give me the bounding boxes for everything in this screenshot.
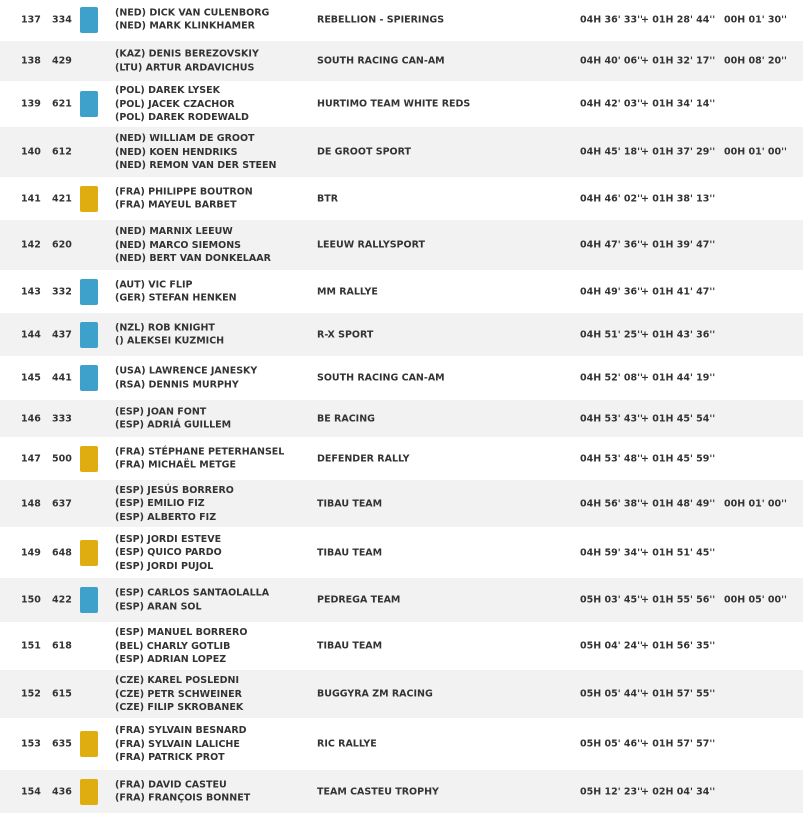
- crew-member[interactable]: (FRA) PHILIPPE BOUTRON: [115, 186, 253, 197]
- stage-time-cell: 04H 59' 34'': [580, 547, 643, 558]
- bib-number-cell: 437: [52, 329, 72, 340]
- position-cell: 138: [21, 55, 41, 67]
- crew-member[interactable]: (CZE) FILIP SKROBANEK: [115, 701, 244, 713]
- time-gap-cell: + 01H 45' 54'': [641, 413, 716, 424]
- stage-time-cell: 05H 05' 44'': [580, 688, 643, 700]
- blue-category-badge: [80, 322, 98, 348]
- penalty-cell: 00H 08' 20'': [724, 55, 787, 67]
- stage-time-cell: 04H 53' 48'': [580, 453, 643, 464]
- position-cell: 151: [21, 640, 41, 652]
- table-row[interactable]: [0, 220, 803, 270]
- blue-category-badge: [80, 91, 98, 117]
- position-cell: 145: [21, 372, 41, 384]
- team-cell: DE GROOT SPORT: [317, 146, 411, 158]
- crew-member[interactable]: (NED) WILLIAM DE GROOT: [115, 132, 255, 144]
- bib-number-cell: 615: [52, 688, 72, 700]
- crew-cell: [115, 6, 269, 33]
- table-row[interactable]: [0, 622, 803, 670]
- crew-member[interactable]: (ESP) JORDI PUJOL: [115, 560, 214, 572]
- crew-member[interactable]: (FRA) DAVID CASTEU: [115, 779, 227, 790]
- table-row[interactable]: [0, 437, 803, 480]
- crew-cell: [115, 132, 276, 173]
- crew-cell: [115, 778, 250, 805]
- crew-cell: [115, 84, 249, 125]
- position-cell: 144: [21, 329, 41, 340]
- stage-time-cell: 05H 05' 46'': [580, 738, 643, 750]
- time-gap-cell: + 01H 43' 36'': [641, 329, 716, 340]
- crew-member[interactable]: (NED) MARNIX LEEUW: [115, 225, 233, 237]
- team-cell: BUGGYRA ZM RACING: [317, 688, 433, 700]
- crew-cell: [115, 405, 231, 432]
- stage-time-cell: 04H 51' 25'': [580, 329, 643, 340]
- crew-cell: [115, 278, 237, 305]
- team-cell: TIBAU TEAM: [317, 498, 383, 509]
- crew-member[interactable]: (RSA) DENNIS MURPHY: [115, 379, 239, 390]
- crew-cell: [115, 321, 224, 348]
- bib-number-cell: 421: [52, 193, 72, 204]
- time-gap-cell: + 01H 48' 49'': [641, 498, 716, 509]
- crew-member[interactable]: (KAZ) DENIS BEREZOVSKIY: [115, 48, 259, 60]
- team-cell: REBELLION - SPIERINGS: [317, 14, 445, 25]
- crew-member[interactable]: (POL) DAREK RODEWALD: [115, 111, 249, 123]
- gold-category-badge: [80, 540, 98, 566]
- blue-category-badge: [80, 279, 98, 305]
- crew-member[interactable]: (GER) STEFAN HENKEN: [115, 292, 237, 304]
- crew-member[interactable]: (NED) BERT VAN DONKELAAR: [115, 252, 271, 264]
- crew-member[interactable]: (ESP) JORDI ESTEVE: [115, 533, 222, 545]
- position-cell: 153: [21, 738, 41, 750]
- time-gap-cell: + 01H 57' 55'': [641, 688, 716, 700]
- position-cell: 148: [21, 498, 41, 509]
- table-row[interactable]: [0, 127, 803, 177]
- gold-category-badge: [80, 731, 98, 757]
- bib-number-cell: 429: [52, 55, 72, 67]
- crew-cell: [115, 48, 259, 75]
- table-row[interactable]: [0, 270, 803, 313]
- crew-cell: [115, 626, 247, 667]
- table-row[interactable]: [0, 177, 803, 220]
- team-cell: LEEUW RALLYSPORT: [317, 239, 425, 251]
- bib-number-cell: 648: [52, 547, 72, 558]
- crew-member[interactable]: (ESP) JESÚS BORRERO: [115, 484, 234, 496]
- team-cell: HURTIMO TEAM WHITE REDS: [317, 98, 471, 110]
- stage-time-cell: 04H 47' 36'': [580, 239, 643, 251]
- crew-member[interactable]: (CZE) PETR SCHWEINER: [115, 688, 242, 700]
- time-gap-cell: + 01H 44' 19'': [641, 372, 716, 384]
- crew-cell: [115, 445, 284, 472]
- team-cell: MM RALLYE: [317, 286, 378, 297]
- blue-category-badge: [80, 7, 98, 33]
- crew-member[interactable]: (NED) DICK VAN CULENBORG: [115, 7, 270, 18]
- team-cell: TEAM CASTEU TROPHY: [317, 786, 439, 797]
- table-row[interactable]: [0, 356, 803, 400]
- team-cell: BTR: [317, 193, 339, 204]
- position-cell: 152: [21, 688, 41, 700]
- table-row[interactable]: [0, 41, 803, 81]
- time-gap-cell: + 01H 51' 45'': [641, 547, 716, 558]
- crew-cell: [115, 532, 222, 573]
- team-cell: TIBAU TEAM: [317, 547, 383, 558]
- table-row[interactable]: [0, 527, 803, 578]
- crew-member[interactable]: (AUT) VIC FLIP: [115, 279, 193, 290]
- table-row[interactable]: [0, 400, 803, 437]
- crew-member[interactable]: (FRA) PATRICK PROT: [115, 751, 225, 763]
- crew-member[interactable]: (CZE) KAREL POSLEDNI: [115, 674, 240, 686]
- team-cell: RIC RALLYE: [317, 738, 377, 750]
- crew-member[interactable]: (NED) REMON VAN DER STEEN: [115, 159, 277, 171]
- crew-cell: [115, 674, 243, 715]
- crew-member[interactable]: (NED) MARK KLINKHAMER: [115, 20, 255, 32]
- stage-time-cell: 04H 45' 18'': [580, 146, 643, 158]
- crew-member[interactable]: (BEL) CHARLY GOTLIB: [115, 640, 231, 652]
- team-cell: DEFENDER RALLY: [317, 453, 410, 464]
- stage-time-cell: 04H 42' 03'': [580, 98, 643, 110]
- bib-number-cell: 422: [52, 594, 72, 606]
- penalty-cell: 00H 05' 00'': [724, 594, 787, 606]
- crew-member[interactable]: () ALEKSEI KUZMICH: [115, 335, 225, 347]
- crew-cell: [115, 724, 247, 765]
- team-cell: R-X SPORT: [317, 329, 374, 340]
- crew-cell: [115, 185, 253, 212]
- crew-member[interactable]: (FRA) SYLVAIN LALICHE: [115, 738, 240, 750]
- table-row[interactable]: [0, 81, 803, 127]
- stage-time-cell: 04H 46' 02'': [580, 193, 643, 204]
- time-gap-cell: + 01H 38' 13'': [641, 193, 716, 204]
- time-gap-cell: + 01H 41' 47'': [641, 286, 716, 297]
- blue-category-badge: [80, 587, 98, 613]
- crew-member[interactable]: (NZL) ROB KNIGHT: [115, 322, 215, 333]
- crew-cell: [115, 587, 269, 614]
- bib-number-cell: 618: [52, 640, 72, 652]
- position-cell: 146: [21, 413, 41, 424]
- crew-member[interactable]: (ESP) ALBERTO FIZ: [115, 511, 217, 523]
- table-row[interactable]: [0, 718, 803, 770]
- blue-category-badge: [80, 365, 98, 391]
- bib-number-cell: 621: [52, 98, 72, 110]
- time-gap-cell: + 01H 39' 47'': [641, 239, 716, 251]
- crew-member[interactable]: (ESP) MANUEL BORRERO: [115, 626, 248, 638]
- table-row[interactable]: [0, 480, 803, 527]
- time-gap-cell: + 01H 37' 29'': [641, 146, 716, 158]
- bib-number-cell: 333: [52, 413, 72, 424]
- crew-member[interactable]: (ESP) CARLOS SANTAOLALLA: [115, 587, 270, 599]
- crew-member[interactable]: (FRA) MAYEUL BARBET: [115, 199, 237, 211]
- bib-number-cell: 637: [52, 498, 72, 509]
- team-cell: SOUTH RACING CAN-AM: [317, 372, 445, 384]
- stage-time-cell: 05H 03' 45'': [580, 594, 643, 606]
- crew-member[interactable]: (FRA) SYLVAIN BESNARD: [115, 724, 247, 736]
- time-gap-cell: + 01H 34' 14'': [641, 98, 716, 110]
- gold-category-badge: [80, 779, 98, 805]
- crew-member[interactable]: (FRA) FRANÇOIS BONNET: [115, 792, 251, 804]
- team-cell: SOUTH RACING CAN-AM: [317, 55, 445, 67]
- time-gap-cell: + 02H 04' 34'': [641, 786, 716, 797]
- stage-time-cell: 05H 04' 24'': [580, 640, 643, 652]
- crew-member[interactable]: (ESP) EMILIO FIZ: [115, 497, 205, 509]
- bib-number-cell: 332: [52, 286, 72, 297]
- crew-cell: [115, 365, 257, 392]
- bib-number-cell: 436: [52, 786, 72, 797]
- time-gap-cell: + 01H 28' 44'': [641, 14, 716, 25]
- stage-time-cell: 04H 40' 06'': [580, 55, 643, 67]
- bib-number-cell: 441: [52, 372, 72, 384]
- penalty-cell: 00H 01' 00'': [724, 498, 787, 509]
- crew-cell: [115, 225, 271, 266]
- penalty-cell: 00H 01' 00'': [724, 146, 787, 158]
- gold-category-badge: [80, 186, 98, 212]
- stage-time-cell: 04H 52' 08'': [580, 372, 643, 384]
- penalty-cell: 00H 01' 30'': [724, 14, 787, 25]
- position-cell: 149: [21, 547, 41, 558]
- gold-category-badge: [80, 446, 98, 472]
- crew-member[interactable]: (POL) DAREK LYSEK: [115, 84, 220, 96]
- position-cell: 154: [21, 786, 41, 797]
- time-gap-cell: + 01H 57' 57'': [641, 738, 716, 750]
- bib-number-cell: 635: [52, 738, 72, 750]
- crew-member[interactable]: (NED) KOEN HENDRIKS: [115, 146, 238, 158]
- crew-member[interactable]: (ESP) JOAN FONT: [115, 406, 207, 417]
- table-row[interactable]: [0, 578, 803, 622]
- stage-time-cell: 04H 49' 36'': [580, 286, 643, 297]
- position-cell: 139: [21, 98, 41, 110]
- position-cell: 147: [21, 453, 41, 464]
- table-row[interactable]: [0, 770, 803, 813]
- table-row[interactable]: [0, 313, 803, 356]
- crew-member[interactable]: (FRA) MICHAËL METGE: [115, 459, 236, 471]
- crew-member[interactable]: (ESP) ADRIAN LOPEZ: [115, 653, 227, 665]
- position-cell: 140: [21, 146, 41, 158]
- table-row[interactable]: [0, 670, 803, 718]
- stage-time-cell: 04H 53' 43'': [580, 413, 643, 424]
- bib-number-cell: 500: [52, 453, 72, 464]
- crew-member[interactable]: (POL) JACEK CZACHOR: [115, 98, 235, 110]
- crew-member[interactable]: (ESP) ADRIÁ GUILLEM: [115, 419, 232, 431]
- time-gap-cell: + 01H 55' 56'': [641, 594, 716, 606]
- stage-time-cell: 05H 12' 23'': [580, 786, 643, 797]
- bib-number-cell: 620: [52, 239, 72, 251]
- stage-time-cell: 04H 36' 33'': [580, 14, 643, 25]
- position-cell: 141: [21, 193, 41, 204]
- team-cell: PEDREGA TEAM: [317, 594, 401, 606]
- crew-member[interactable]: (ESP) ARAN SOL: [115, 601, 202, 612]
- time-gap-cell: + 01H 45' 59'': [641, 453, 716, 464]
- position-cell: 137: [21, 14, 41, 25]
- time-gap-cell: + 01H 56' 35'': [641, 640, 716, 652]
- time-gap-cell: + 01H 32' 17'': [641, 55, 716, 67]
- stage-time-cell: 04H 56' 38'': [580, 498, 643, 509]
- crew-member[interactable]: (NED) MARCO SIEMONS: [115, 239, 241, 251]
- crew-member[interactable]: (ESP) QUICO PARDO: [115, 546, 222, 558]
- position-cell: 142: [21, 239, 41, 251]
- team-cell: TIBAU TEAM: [317, 640, 383, 652]
- crew-cell: [115, 483, 234, 524]
- bib-number-cell: 334: [52, 14, 72, 25]
- crew-member[interactable]: (FRA) STÉPHANE PETERHANSEL: [115, 446, 285, 457]
- table-row[interactable]: [0, 0, 803, 41]
- position-cell: 150: [21, 594, 41, 606]
- bib-number-cell: 612: [52, 146, 72, 158]
- position-cell: 143: [21, 286, 41, 297]
- crew-member[interactable]: (LTU) ARTUR ARDAVICHUS: [115, 62, 255, 73]
- crew-member[interactable]: (USA) LAWRENCE JANESKY: [115, 365, 258, 377]
- team-cell: BE RACING: [317, 413, 375, 424]
